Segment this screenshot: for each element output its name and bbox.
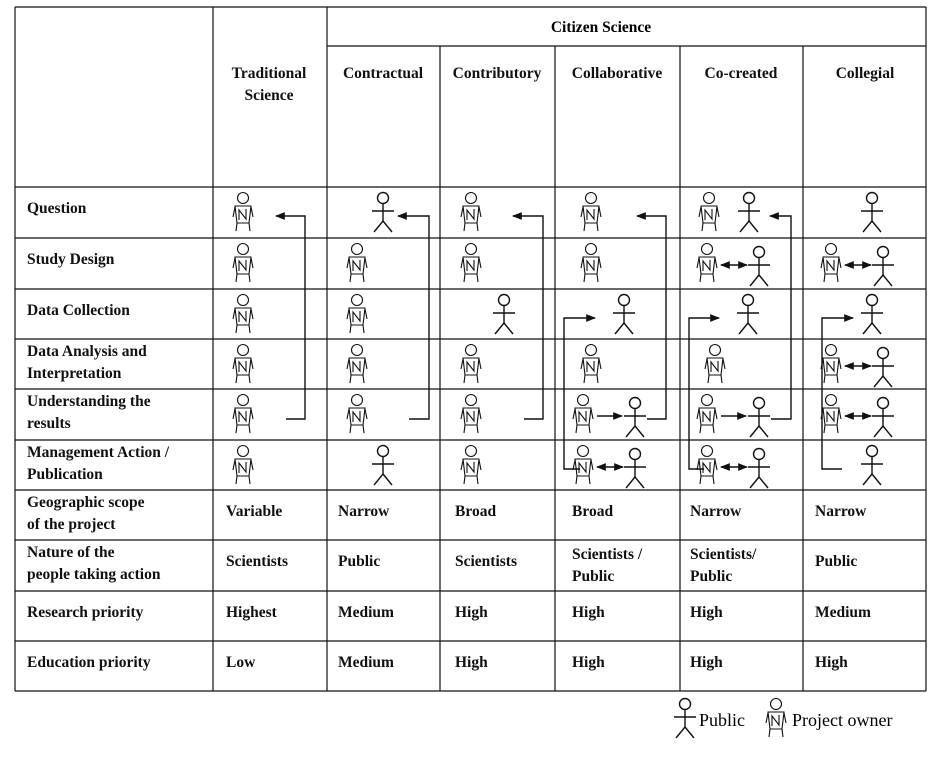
public-figure-icon — [872, 247, 894, 287]
row-label-management-line: Publication — [27, 466, 103, 483]
cell-nature-of-people-collegial-line: Public — [815, 553, 858, 570]
cell-geographic-scope-co-created-line: Narrow — [690, 503, 742, 520]
project-owner-figure-icon — [821, 345, 841, 384]
column-header-collegial — [836, 65, 895, 82]
cell-geographic-scope-collegial — [815, 503, 867, 520]
row-label-geographic-scope-line: Geographic scope — [27, 494, 145, 511]
cell-geographic-scope-collaborative-line: Broad — [572, 503, 614, 520]
project-owner-figure-icon — [699, 193, 719, 232]
row-label-data-collection-line: Data Collection — [27, 302, 130, 319]
column-header-contributory-line: Contributory — [452, 65, 542, 82]
cell-geographic-scope-collegial-line: Narrow — [815, 503, 867, 520]
cell-nature-of-people-collegial — [815, 553, 857, 570]
flow-arrows — [276, 216, 871, 469]
column-header-co-created — [705, 65, 778, 82]
cell-nature-of-people-co-created — [690, 546, 757, 585]
cell-research-priority-contributory — [455, 604, 488, 621]
project-owner-figure-icon — [233, 395, 253, 434]
column-header-contractual — [343, 65, 424, 82]
cell-education-priority-co-created — [690, 654, 723, 671]
column-header-contributory — [453, 65, 542, 82]
row-label-data-collection — [27, 302, 130, 319]
column-header-collaborative — [572, 65, 663, 82]
cell-geographic-scope-contractual — [338, 503, 390, 520]
cell-education-priority-contractual-line: Medium — [338, 654, 394, 671]
cell-education-priority-collegial-line: High — [815, 654, 848, 671]
column-header-collaborative-line: Collaborative — [571, 65, 663, 82]
project-owner-figure-icon — [347, 295, 367, 334]
row-label-data-analysis-line: Interpretation — [27, 365, 122, 382]
cell-nature-of-people-contractual-line: Public — [338, 553, 381, 570]
public-figure-icon — [872, 348, 894, 388]
cell-nature-of-people-collaborative-line: Scientists / — [572, 546, 643, 563]
cell-research-priority-traditional-line: Highest — [226, 604, 277, 621]
public-figure-icon — [493, 295, 515, 335]
cell-geographic-scope-traditional — [226, 503, 282, 520]
legend-public-label: Public — [699, 710, 746, 730]
cell-education-priority-contractual — [338, 654, 394, 671]
row-label-study-design-line: Study Design — [27, 251, 115, 268]
cell-research-priority-contractual-line: Medium — [338, 604, 394, 621]
cell-nature-of-people-contributory-line: Scientists — [455, 553, 517, 570]
cell-geographic-scope-contractual-line: Narrow — [338, 503, 390, 520]
column-header-traditional-line: Traditional — [231, 65, 307, 82]
column-header-traditional-line: Science — [244, 87, 294, 104]
cell-geographic-scope-traditional-line: Variable — [226, 503, 283, 520]
cell-research-priority-collegial — [815, 604, 871, 621]
table-labels — [27, 19, 895, 671]
cell-education-priority-traditional — [226, 654, 256, 671]
row-label-education-priority-line: Education priority — [27, 654, 151, 671]
project-owner-figure-icon — [461, 395, 481, 434]
row-label-question-line: Question — [27, 200, 87, 217]
legend-project-owner-label: Project owner — [792, 710, 893, 730]
row-label-study-design — [27, 251, 115, 268]
row-label-research-priority — [27, 604, 144, 621]
project-owner-figure-icon — [705, 345, 725, 384]
cell-research-priority-contractual — [338, 604, 394, 621]
cell-nature-of-people-collaborative — [572, 546, 643, 585]
cell-geographic-scope-collaborative — [572, 503, 613, 520]
cell-research-priority-co-created-line: High — [690, 604, 723, 621]
public-figure-icon — [674, 699, 696, 739]
cell-education-priority-contributory-line: High — [455, 654, 488, 671]
cell-nature-of-people-collaborative-line: Public — [572, 568, 615, 585]
row-label-data-analysis — [27, 343, 147, 382]
flow-arrow-collegial-collection — [822, 318, 853, 469]
project-owner-figure-icon — [233, 244, 253, 283]
public-figure-icon — [624, 449, 646, 489]
cell-education-priority-collaborative-line: High — [572, 654, 605, 671]
row-label-management-line: Management Action / — [27, 444, 170, 461]
column-header-contractual-line: Contractual — [342, 65, 424, 82]
row-label-geographic-scope-line: of the project — [27, 516, 116, 533]
cell-nature-of-people-co-created-line: Public — [690, 568, 733, 585]
project-owner-figure-icon — [821, 395, 841, 434]
project-owner-figure-icon — [461, 193, 481, 232]
cell-nature-of-people-co-created-line: Scientists/ — [690, 546, 757, 563]
project-owner-figure-icon — [347, 395, 367, 434]
public-figure-icon — [748, 247, 770, 287]
public-figure-icon — [737, 295, 759, 335]
public-figure-icon — [748, 449, 770, 489]
project-owner-figure-icon — [697, 244, 717, 283]
row-label-data-analysis-line: Data Analysis and — [27, 343, 147, 360]
project-owner-figure-icon — [697, 395, 717, 434]
row-label-nature-of-people-line: people taking action — [27, 566, 161, 583]
project-owner-figure-icon — [347, 244, 367, 283]
project-owner-figure-icon — [821, 244, 841, 283]
public-figure-icon — [861, 193, 883, 233]
public-figure-icon — [872, 398, 894, 438]
cell-nature-of-people-contractual — [338, 553, 380, 570]
project-owner-figure-icon — [461, 446, 481, 485]
public-figure-icon — [613, 295, 635, 335]
public-figure-icon — [372, 446, 394, 486]
project-owner-figure-icon — [581, 345, 601, 384]
project-owner-figure-icon — [697, 446, 717, 485]
project-owner-figure-icon — [581, 244, 601, 283]
cell-research-priority-collegial-line: Medium — [815, 604, 871, 621]
project-owner-figure-icon — [581, 193, 601, 232]
project-owner-figure-icon — [766, 699, 786, 738]
public-figure-icon — [861, 295, 883, 335]
cell-research-priority-collaborative-line: High — [572, 604, 605, 621]
project-owner-figure-icon — [461, 345, 481, 384]
legend — [674, 699, 892, 739]
row-label-geographic-scope — [27, 494, 145, 533]
cell-research-priority-traditional — [226, 604, 278, 621]
row-label-nature-of-people — [27, 544, 161, 583]
public-figure-icon — [748, 398, 770, 438]
row-label-research-priority-line: Research priority — [27, 604, 144, 621]
row-label-education-priority — [27, 654, 151, 671]
cell-education-priority-contributory — [455, 654, 488, 671]
public-figure-icon — [624, 398, 646, 438]
row-label-understanding-line: results — [27, 415, 71, 432]
project-owner-figure-icon — [347, 345, 367, 384]
project-owner-figure-icon — [233, 345, 253, 384]
cell-nature-of-people-traditional-line: Scientists — [226, 553, 288, 570]
project-owner-figure-icon — [461, 244, 481, 283]
cell-education-priority-traditional-line: Low — [226, 654, 256, 671]
column-header-traditional — [232, 65, 307, 104]
public-figure-icon — [738, 193, 760, 233]
cell-education-priority-co-created-line: High — [690, 654, 723, 671]
public-figure-icon — [372, 193, 394, 233]
project-owner-figure-icon — [573, 446, 593, 485]
project-owner-figure-icon — [233, 193, 253, 232]
public-figure-icon — [861, 446, 883, 486]
row-label-management — [27, 444, 170, 483]
project-owner-figure-icon — [233, 295, 253, 334]
row-label-understanding — [27, 393, 151, 432]
cell-education-priority-collegial — [815, 654, 848, 671]
cell-geographic-scope-contributory-line: Broad — [455, 503, 497, 520]
cell-geographic-scope-co-created — [690, 503, 742, 520]
cell-nature-of-people-contributory — [455, 553, 517, 570]
cell-nature-of-people-traditional — [226, 553, 288, 570]
cell-research-priority-contributory-line: High — [455, 604, 488, 621]
cell-geographic-scope-contributory — [455, 503, 496, 520]
column-header-co-created-line: Co-created — [704, 65, 778, 82]
column-header-collegial-line: Collegial — [835, 65, 895, 82]
project-owner-figure-icon — [233, 446, 253, 485]
row-label-question — [27, 200, 87, 217]
citizen-science-group-title: Citizen Science — [550, 19, 652, 36]
project-owner-figure-icon — [573, 395, 593, 434]
row-label-understanding-line: Understanding the — [27, 393, 151, 410]
row-label-nature-of-people-line: Nature of the — [27, 544, 115, 561]
table-grid — [15, 7, 926, 691]
cell-research-priority-collaborative — [572, 604, 605, 621]
cell-research-priority-co-created — [690, 604, 723, 621]
cell-education-priority-collaborative — [572, 654, 605, 671]
